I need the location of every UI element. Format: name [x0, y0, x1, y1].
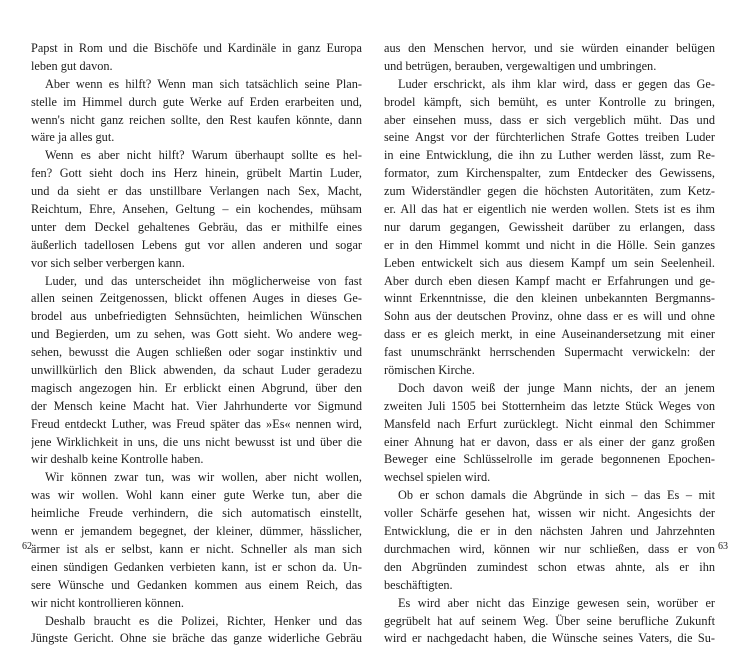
- text-line: Luder erschrickt, als ihm klar wird, dass er gegen das Ge-: [398, 76, 715, 91]
- right-page: [384, 40, 715, 648]
- text-line: wir nicht kontrollieren können.: [31, 595, 184, 610]
- text-line: magisch angezogen hin. Er erblickt einen Abgrund, über den: [31, 380, 362, 395]
- text-line: den Abgründen zumindest schon etwas ahnte, als er ihn: [384, 559, 715, 574]
- text-line: er in den Himmel kommt und nicht in die Hölle. Sein ganzes: [384, 237, 715, 252]
- left-page-text: [31, 40, 362, 648]
- text-line: wir deshalb keine Kontrolle haben.: [31, 452, 204, 467]
- text-line: Doch davon weiß der junge Mann nichts, der an jenem: [398, 380, 715, 395]
- text-line: Wenn es aber nicht hilft? Warum überhaupt sollte es hel-: [45, 148, 362, 163]
- text-line: unter dem Deckel gehaltenes Gebräu, das er mithilfe eines: [31, 219, 362, 234]
- text-line: durchmachen wird, können wir nur schließen, dass er von: [384, 541, 715, 556]
- text-line: seine Angst vor der fürchterlichen Strafe Gottes treiben Luder: [384, 130, 715, 145]
- text-line: in eine Entwicklung, die ihn zu Luther werden lässt, zum Re-: [384, 148, 715, 163]
- text-line: gegrübelt hat auf seinem Weg. Über seine berufliche Zukunft: [384, 613, 715, 628]
- left-page-number: 62: [22, 541, 32, 552]
- text-line: wäre ja alles gut.: [31, 130, 115, 145]
- text-line: sere Wünsche und Gedanken kommen aus einem Reich, das: [31, 577, 362, 592]
- text-line: Beweger eine Schlüsselrolle im gerade begonnenen Epochen-: [384, 452, 715, 467]
- text-line: zweiten Juli 1505 bei Stotternheim das letzte Stück Weges von: [384, 398, 715, 413]
- text-line: fen? Gott sieht doch ins Herz hinein, grübelt Martin Luder,: [31, 166, 362, 181]
- text-line: Mansfeld nach Erfurt zurücklegt. Nicht einmal den Schimmer: [384, 416, 715, 431]
- text-line: einer Ahnung hat er davon, dass er als einer der ganz großen: [384, 434, 715, 449]
- text-line: äußerlich tadellosen Lebens gut vor allen anderen und sogar: [31, 237, 362, 252]
- text-line: Sohn aus der deutschen Provinz, ohne dass er es will und ohne: [384, 309, 715, 324]
- text-line: Leben entwickelt sich aus diesem Kampf um sein Seelenheil.: [384, 255, 715, 270]
- right-page-number: 63: [718, 541, 728, 552]
- text-line: beschäftigten.: [384, 577, 453, 592]
- text-line: wechsel spielen wird.: [384, 470, 491, 485]
- text-line: aber einsehen muss, dass er sich vergeblich müht. Das und: [384, 112, 715, 127]
- text-line: wenn's nicht ganz reichen sollte, den Rest kaufen könnte, dann: [31, 112, 362, 127]
- text-line: heimliche Freude verhindern, die sich automatisch einstellt,: [31, 506, 362, 521]
- right-page-text: [384, 40, 715, 648]
- text-line: wenn er jemandem begegnet, der kleiner, dümmer, hässlicher,: [31, 524, 362, 539]
- text-line: Entwicklung, die er in den nächsten Jahren und Jahrzehnten: [384, 524, 715, 539]
- text-line: Reichtum, Ehre, Ansehen, Geltung – ein kochendes, mühsam: [31, 202, 362, 217]
- text-line: der Mensch keine Macht hat. Vier Jahrhunderte vor Sigmund: [31, 398, 362, 413]
- text-line: unwillkürlich den Blick abwenden, da schaut Luder geradezu: [31, 363, 362, 378]
- text-line: voller Schärfe gesehen hat, wissen wir nicht. Angesichts der: [384, 506, 715, 521]
- text-line: Jüngste Gericht. Ohne sie bräche das ganze widerliche Gebräu: [31, 631, 362, 646]
- text-line: einen sündigen Gedanken verbieten kann, ist er schon da. Un-: [31, 559, 362, 574]
- text-line: römischen Kirche.: [384, 363, 475, 378]
- text-line: brodel aus unbefriedigten Sehnsüchten, heimlichen Wünschen: [31, 309, 362, 324]
- text-line: Freud entdeckt Luther, was Freud später das »Es« nennen wird,: [31, 416, 362, 431]
- text-line: was wir wollen. Wohl kann einer gute Werke tun, aber die: [31, 488, 362, 503]
- text-line: dass er es gleich merkt, in eine Auseinandersetzung mit einer: [384, 327, 715, 342]
- text-line: zum Widerständler gegen die höchsten Autoritäten, zum Ketz-: [384, 184, 715, 199]
- text-line: er. All das hat er eigentlich nie werden wollen. Stets ist es ihm: [384, 202, 715, 217]
- text-line: und Begierden, um zu sehen, was Gott sieht. Wo andere weg-: [31, 327, 362, 342]
- text-line: aus den Menschen hervor, und sie würden einander belügen: [384, 41, 715, 55]
- text-line: winnt Erkenntnisse, die den kleinen unbekannten Bergmanns-: [384, 291, 715, 306]
- left-page: [31, 40, 362, 648]
- text-line: Aber durch eben diesen Kampf macht er Erfahrungen und ge-: [384, 273, 715, 288]
- text-line: jene Wirklichkeit in uns, die uns nicht bewusst ist und über die: [31, 434, 362, 449]
- text-line: vor sich selber verbergen kann.: [31, 255, 185, 270]
- text-line: Papst in Rom und die Bischöfe und Kardinäle in ganz Europa: [31, 41, 362, 55]
- text-line: wird er nachgedacht haben, die Wünsche seines Vaters, die Su-: [384, 631, 715, 646]
- text-line: Luder, und das unterscheidet ihn möglicherweise von fast: [45, 273, 362, 288]
- text-line: nur darum gegangen, Gewissheit darüber zu erlangen, dass: [384, 219, 715, 234]
- text-line: stelle im Himmel durch gute Werke auf Erden erarbeiten und,: [31, 94, 362, 109]
- text-line: Es wird aber nicht das Einzige gewesen sein, worüber er: [398, 595, 715, 610]
- text-line: fast unumschränkt herrschenden Supermacht verwickeln: der: [384, 345, 715, 360]
- text-line: Wir können zwar tun, was wir wollen, aber nicht wollen,: [45, 470, 362, 485]
- text-line: und da sieht er das unstillbare Verlangen nach Sex, Macht,: [31, 184, 362, 199]
- text-line: Ob er schon damals die Abgründe in sich – das Es – mit: [398, 488, 715, 503]
- text-line: und betrügen, berauben, vergewaltigen und umbringen.: [384, 58, 657, 73]
- text-line: sehen, bewusst die Augen schließen oder sogar instinktiv und: [31, 345, 362, 360]
- text-line: ärmer ist als er selbst, kann er nicht. Schneller als man sich: [31, 541, 362, 556]
- text-line: formator, zum Kirchenspalter, zum Entdecker des Gewissens,: [384, 166, 715, 181]
- text-line: Aber wenn es hilft? Wenn man sich tatsächlich seine Plan-: [45, 76, 362, 91]
- text-line: brodel kämpft, sich bemüht, es unter Kontrolle zu bringen,: [384, 94, 715, 109]
- text-line: Deshalb braucht es die Polizei, Richter, Henker und das: [45, 613, 362, 628]
- text-line: leben gut davon.: [31, 58, 113, 73]
- text-line: allen seinen Zeitgenossen, blickt offenen Auges in dieses Ge-: [31, 291, 362, 306]
